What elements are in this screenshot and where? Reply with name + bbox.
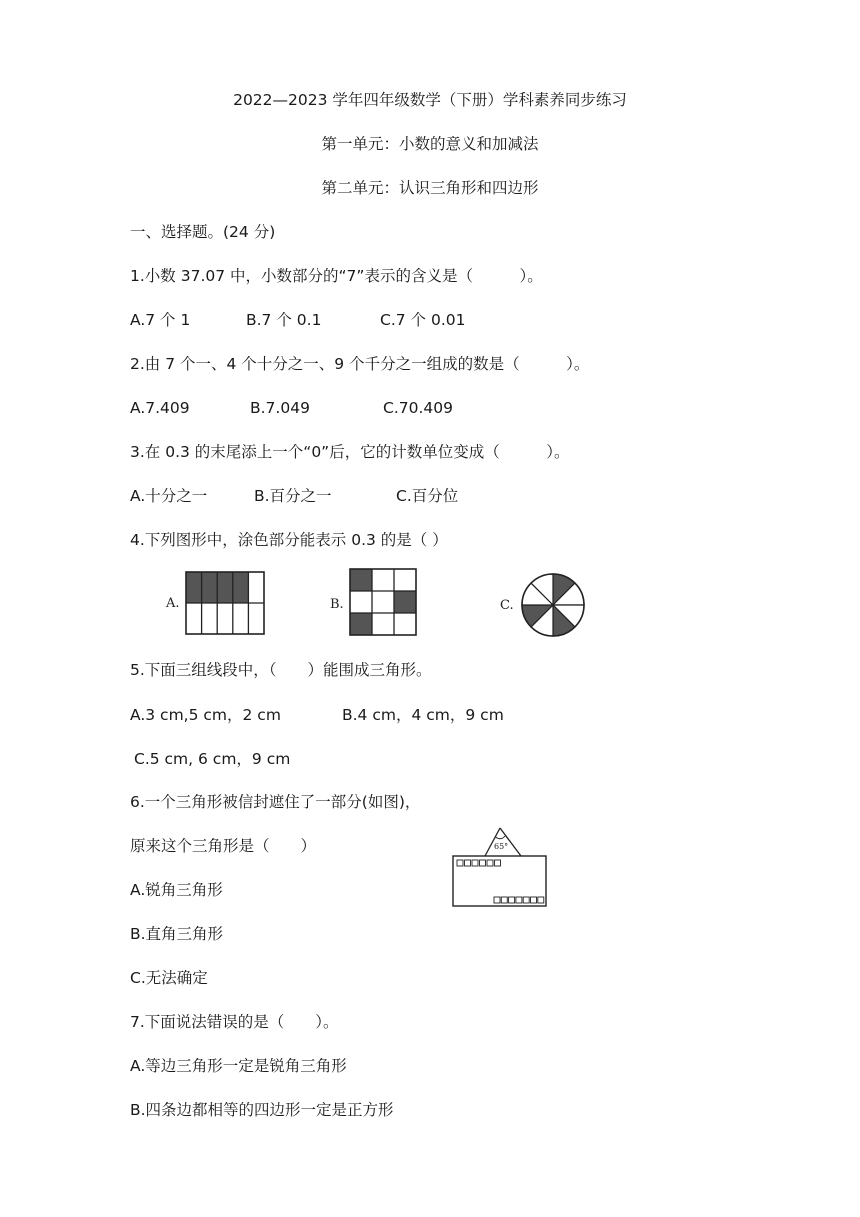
question-3-stem: 3.在 0.3 的末尾添上一个“0”后，它的计数单位变成（ ）。 (130, 443, 570, 461)
question-1-option-c: C.7 个 0.01 (380, 311, 466, 329)
figure-a-cells (186, 572, 264, 634)
question-1-option-a: A.7 个 1 (130, 311, 191, 329)
question-5-stem: 5.下面三组线段中，（ ）能围成三角形。 (130, 661, 432, 679)
figure-c-sectors (522, 574, 584, 636)
figure-b-label: B. (330, 597, 344, 612)
question-6-stem-continued: 原来这个三角形是（ ） (130, 837, 317, 855)
question-7-option-b: B.四条边都相等的四边形一定是正方形 (130, 1101, 394, 1119)
figure-a-grid (160, 566, 270, 638)
figure-a-shaded-cell (233, 572, 249, 603)
envelope (453, 856, 546, 906)
question-6-stem: 6.一个三角形被信封遮住了一部分(如图)， (130, 793, 421, 811)
page-title: 2022—2023 学年四年级数学（下册）学科素养同步练习 (233, 91, 627, 109)
question-3-option-a: A.十分之一 (130, 487, 208, 505)
unit-one-title: 第一单元：小数的意义和加减法 (321, 135, 539, 153)
figure-a-shaded-cell (217, 572, 233, 603)
unit-two-title: 第二单元：认识三角形和四边形 (321, 179, 539, 197)
figure-b-grid (328, 566, 420, 638)
question-6-option-b: B.直角三角形 (130, 925, 224, 943)
figure-c-circle (496, 568, 588, 640)
figure-b-shaded-cell (350, 613, 372, 635)
question-3-option-c: C.百分位 (396, 487, 459, 505)
angle-arc (496, 836, 506, 839)
question-4-stem: 4.下列图形中，涂色部分能表示 0.3 的是（ ） (130, 531, 448, 549)
section-heading: 一、选择题。(24 分) (130, 223, 276, 241)
question-7-option-a: A.等边三角形一定是锐角三角形 (130, 1057, 347, 1075)
question-5-option-c: C.5 cm, 6 cm，9 cm (134, 750, 291, 768)
figure-b-cells (350, 569, 416, 635)
figure-b-shaded-cell (394, 591, 416, 613)
figure-a-shaded-cell (202, 572, 218, 603)
question-2-option-c: C.70.409 (383, 399, 453, 417)
question-5-option-a: A.3 cm,5 cm，2 cm (130, 706, 281, 724)
question-6-option-c: C.无法确定 (130, 969, 208, 987)
envelope-triangle-figure (448, 822, 552, 912)
figure-c-label: C. (500, 598, 514, 613)
angle-label: 65° (494, 842, 509, 851)
question-6-option-a: A.锐角三角形 (130, 881, 223, 899)
question-7-stem: 7.下面说法错误的是（ ）。 (130, 1013, 339, 1031)
question-5-option-b: B.4 cm，4 cm，9 cm (342, 706, 504, 724)
figure-b-shaded-cell (350, 569, 372, 591)
figure-a-shaded-cell (186, 572, 202, 603)
question-1-stem: 1.小数 37.07 中，小数部分的“7”表示的含义是（ ）。 (130, 267, 543, 285)
question-2-option-b: B.7.049 (250, 399, 310, 417)
question-1-option-b: B.7 个 0.1 (246, 311, 322, 329)
figure-a-label: A. (166, 596, 180, 611)
question-2-stem: 2.由 7 个一、4 个十分之一、9 个千分之一组成的数是（ ）。 (130, 355, 590, 373)
question-2-option-a: A.7.409 (130, 399, 190, 417)
question-3-option-b: B.百分之一 (254, 487, 332, 505)
